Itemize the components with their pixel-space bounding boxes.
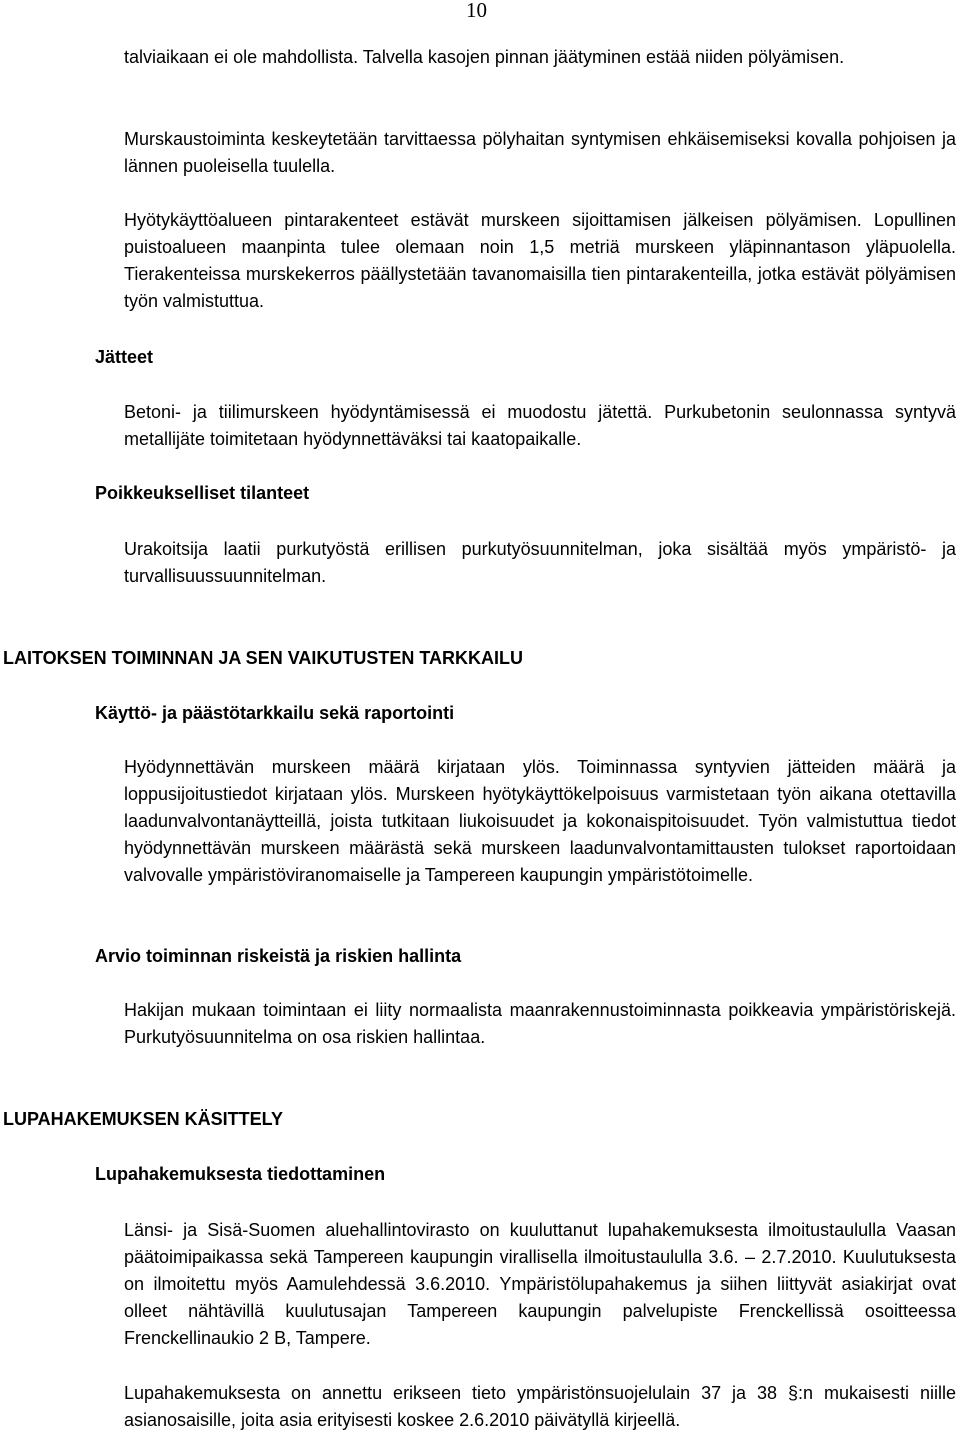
paragraph-announcement: Länsi- ja Sisä-Suomen aluehallintovirasto on kuuluttanut lupahakemuksesta ilmoitustaululla Vaasan päätoimipaikassa sekä Tampereen kaupungin virallisella ilmoitustaululla 3.6. – 2.7.2010. Kuulutuksesta on ilmoitettu myös Aamulehdessä 3.6.2010. Ympäristölupahakemus ja siihen liittyvät asiakirjat ovat olleet nähtävillä kuulutusajan Tampereen kaupungin palvelupiste Frenckellissä osoitteessa Frenckellinaukio 2 B, Tampere. (124, 1220, 956, 1348)
heading-jatteet: Jätteet (95, 347, 154, 367)
paragraph-monitoring: Hyödynnettävän murskeen määrä kirjataan ylös. Toiminnassa syntyvien jätteiden määrä ja loppusijoitustiedot kirjataan ylös. Murskeen hyötykäyttökelpoisuus varmistetaan työn aikana otettavilla laadunvalvontanäytteillä, joista tutkitaan liukoisuudet ja kokonaispitoisuudet. Työn valmistuttua tiedot hyödynnettävän murskeen määrästä sekä murskeen laadunvalvontamittausten tulokset raportoidaan valvovalle ympäristöviranomaiselle ja Tampereen kaupungin ympäristötoimelle. (124, 757, 956, 885)
page-number: 10 (466, 0, 487, 22)
heading-lupahakemuksen-kasittely: LUPAHAKEMUKSEN KÄSITTELY (3, 1109, 284, 1129)
heading-arvio-riskeista: Arvio toiminnan riskeistä ja riskien hallinta (95, 946, 462, 966)
heading-lupahakemuksesta-tiedottaminen: Lupahakemuksesta tiedottaminen (95, 1164, 386, 1184)
paragraph-winter-dust: talviaikaan ei ole mahdollista. Talvella kasojen pinnan jäätyminen estää niiden pölyämisen. (124, 47, 845, 67)
heading-poikkeukselliset-tilanteet: Poikkeukselliset tilanteet (95, 483, 310, 503)
paragraph-notification-letter: Lupahakemuksesta on annettu erikseen tieto ympäristönsuojelulain 37 ja 38 §:n mukaisesti niille asianosaisille, joita asia erityisesti koskee 2.6.2010 päivätyllä kirjeellä. (124, 1383, 956, 1430)
paragraph-crushing-suspension: Murskaustoiminta keskeytetään tarvittaessa pölyhaitan syntymisen ehkäisemiseksi kovalla pohjoisen ja lännen puoleisella tuulella. (124, 129, 956, 176)
paragraph-surface-structures: Hyötykäyttöalueen pintarakenteet estävät murskeen sijoittamisen jälkeisen pölyämisen. Lopullinen puistoalueen maanpinta tulee olemaan noin 1,5 metriä murskeen yläpinnantason yläpuolella. Tierakenteissa murskekerros päällystetään tavanomaisilla tien pintarakenteilla, jotka estävät pölyämisen työn valmistuttua. (124, 210, 956, 311)
paragraph-demolition-plan: Urakoitsija laatii purkutyöstä erillisen purkutyösuunnitelman, joka sisältää myös ympäristö- ja turvallisuussuunnitelman. (124, 539, 956, 586)
heading-kaytto-paastotarkkailu: Käyttö- ja päästötarkkailu sekä raportointi (95, 703, 455, 723)
paragraph-waste: Betoni- ja tiilimurskeen hyödyntämisessä ei muodostu jätettä. Purkubetonin seulonnassa syntyvä metallijäte toimitetaan hyödynnettäväksi tai kaatopaikalle. (124, 402, 956, 449)
heading-laitoksen-tarkkailu: LAITOKSEN TOIMINNAN JA SEN VAIKUTUSTEN TARKKAILU (3, 648, 524, 668)
paragraph-risks: Hakijan mukaan toimintaan ei liity normaalista maanrakennustoiminnasta poikkeavia ympäristöriskejä. Purkutyösuunnitelma on osa riskien hallintaa. (124, 1000, 956, 1047)
